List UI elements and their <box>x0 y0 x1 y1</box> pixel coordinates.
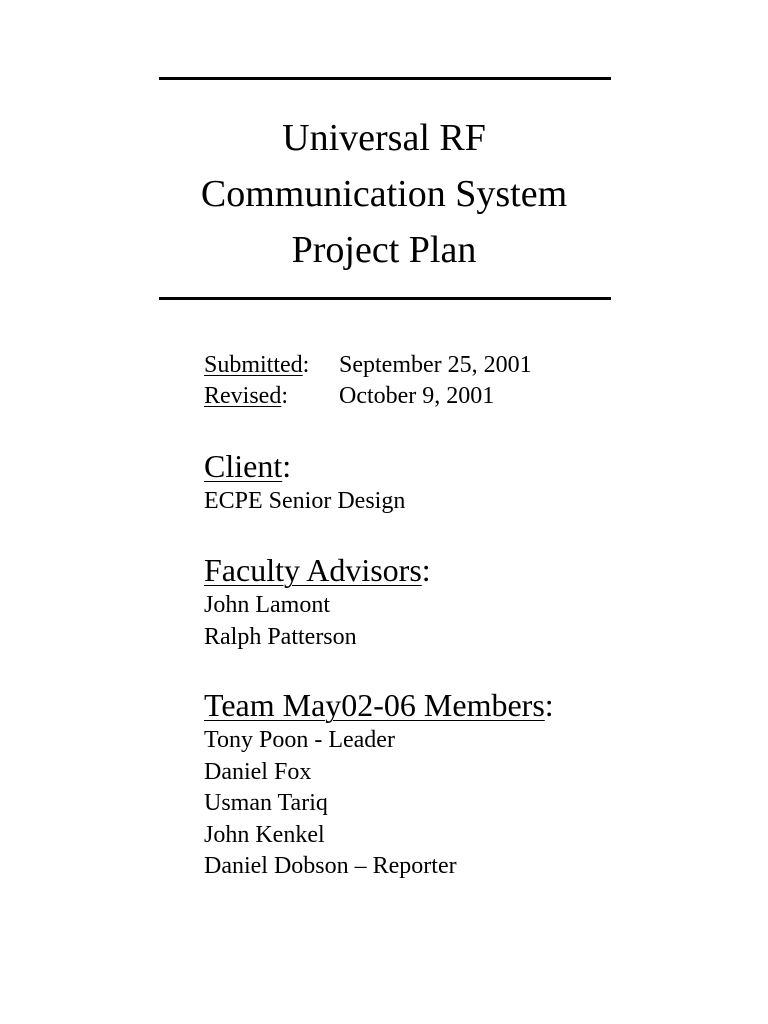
team-members-list <box>204 725 554 883</box>
bottom-horizontal-rule <box>159 297 611 300</box>
revised-date: October 9, 2001 <box>339 383 495 409</box>
revised-colon: : <box>281 383 288 409</box>
client-list <box>204 486 405 518</box>
submitted-date: September 25, 2001 <box>339 352 532 378</box>
top-horizontal-rule <box>159 77 611 80</box>
team-members-section <box>204 685 554 883</box>
client-section <box>204 446 405 518</box>
faculty-advisors-section <box>204 550 431 653</box>
revised-label-group <box>204 381 339 412</box>
revised-row <box>204 381 532 412</box>
submitted-row <box>204 350 532 381</box>
faculty-advisors-heading <box>204 550 431 590</box>
dates-block <box>204 350 532 412</box>
submitted-label: Submitted <box>204 352 303 378</box>
team-member-name: Daniel Dobson – Reporter <box>204 853 457 880</box>
submitted-colon: : <box>302 352 310 378</box>
advisor-name: Ralph Patterson <box>204 623 357 650</box>
client-heading <box>204 446 405 486</box>
team-members-heading-text: Team May02-06 Members <box>204 687 545 723</box>
submitted-label-group <box>204 350 339 381</box>
team-member-name: Daniel Fox <box>204 758 312 785</box>
team-member-name: Usman Tariq <box>204 790 328 817</box>
document-title <box>0 110 768 278</box>
team-members-heading-colon: : <box>544 687 554 723</box>
faculty-advisors-heading-text: Faculty Advisors <box>204 552 422 588</box>
advisor-name: John Lamont <box>204 592 330 618</box>
client-heading-colon: : <box>282 448 292 484</box>
faculty-advisors-list <box>204 590 431 653</box>
title-line-2: Communication System <box>200 173 568 215</box>
faculty-advisors-heading-colon: : <box>421 552 431 588</box>
revised-label: Revised <box>204 383 282 409</box>
team-members-heading <box>204 685 554 725</box>
client-name: ECPE Senior Design <box>204 488 406 514</box>
team-member-name: John Kenkel <box>204 821 325 848</box>
title-line-3: Project Plan <box>291 229 477 271</box>
team-member-name: Tony Poon - Leader <box>204 727 395 753</box>
title-line-1: Universal RF <box>282 117 486 159</box>
client-heading-text: Client <box>204 448 283 484</box>
